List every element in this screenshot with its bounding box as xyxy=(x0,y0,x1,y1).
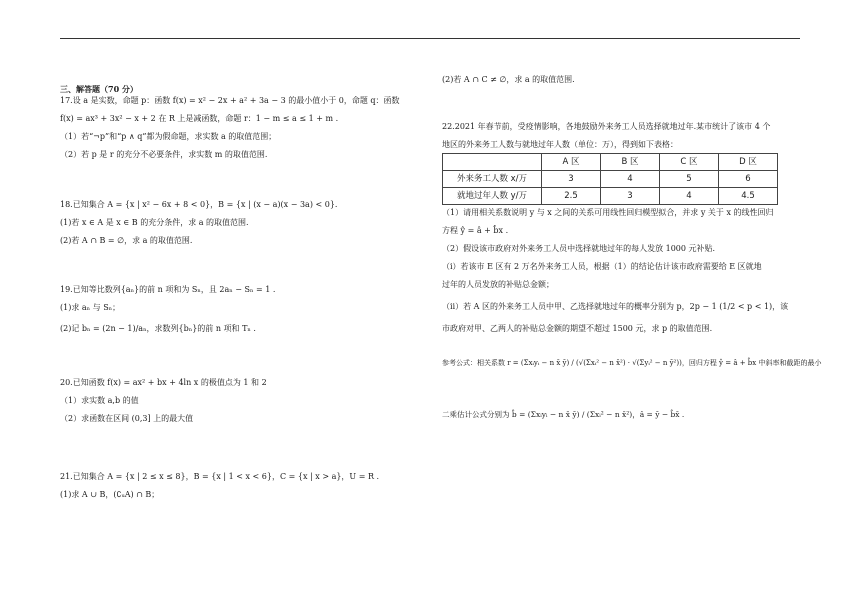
table-cell: 3 xyxy=(601,188,660,205)
q18-part-2: (2)若 A ∩ B = ∅，求 a 的取值范围. xyxy=(60,236,193,245)
reference-formula-2: 二乘估计公式分别为 b̂ = (Σxᵢyᵢ − n x̄ ȳ) / (Σxᵢ² − n x̄²)，â = ȳ − b̂x̄ . xyxy=(442,410,685,419)
q22-part-1-line-1: （1）请用相关系数说明 y 与 x 之间的关系可用线性回归模型拟合，并求 y 关于 x 的线性回归 xyxy=(442,208,774,217)
right-column xyxy=(442,74,822,420)
reference-formula-1: 参考公式：相关系数 r = (Σxᵢyᵢ − n x̄ ȳ) / (√(Σxᵢ² − n x̄²) · √(Σyᵢ² − n ȳ²))，回归方程 ŷ = â + b̂x 中斜率和截距的最小 xyxy=(442,359,822,367)
q20-part-1: （1）求实数 a,b 的值 xyxy=(60,396,139,405)
table-cell: 3 xyxy=(542,171,601,188)
table-row-label: 外来务工人数 x/万 xyxy=(443,171,542,188)
table-header-cell xyxy=(443,154,542,171)
q17-part-2: （2）若 p 是 r 的充分不必要条件，求实数 m 的取值范围. xyxy=(60,150,268,159)
table-header-row xyxy=(443,154,778,171)
q17-part-1: （1）若“¬p”和“p ∧ q”都为假命题，求实数 a 的取值范围； xyxy=(60,132,277,141)
q22-part-1-line-2: 方程 ŷ = â + b̂x . xyxy=(442,226,509,235)
table-header-cell: B 区 xyxy=(601,154,660,171)
table-header-cell: A 区 xyxy=(542,154,601,171)
q20-part-2: （2）求函数在区间 (0,3] 上的最大值 xyxy=(60,414,194,423)
header-rule xyxy=(60,38,800,39)
q22-part-2-ii-line-1: （ⅱ）若 A 区的外来务工人员中甲、乙选择就地过年的概率分别为 p，2p − 1 (1/2 < p < 1)，该 xyxy=(442,302,789,311)
q17-line-1: 17.设 a 是实数，命题 p：函数 f(x) = x² − 2x + a² + 3a − 3 的最小值小于 0，命题 q：函数 xyxy=(60,96,400,105)
q19-part-1: (1)求 aₙ 与 Sₙ； xyxy=(60,303,121,312)
q18-stem: 18.已知集合 A = {x | x² − 6x + 8 < 0}，B = {x | (x − a)(x − 3a) < 0}. xyxy=(60,200,338,209)
q21-part-1: (1)求 A ∪ B，(∁ᵤA) ∩ B； xyxy=(60,490,160,499)
left-column xyxy=(60,84,410,500)
q22-part-2-i-line-1: （ⅰ）若该市 E 区有 2 万名外来务工人员，根据（1）的结论估计该市政府需要给 E 区就地 xyxy=(442,262,762,271)
q21-part-2: (2)若 A ∩ C ≠ ∅，求 a 的取值范围. xyxy=(442,75,575,84)
table-row xyxy=(443,171,778,188)
q18-part-1: (1)若 x ∈ A 是 x ∈ B 的充分条件，求 a 的取值范围. xyxy=(60,218,249,227)
table-cell: 2.5 xyxy=(542,188,601,205)
table-header-cell: C 区 xyxy=(660,154,719,171)
table-cell: 4 xyxy=(601,171,660,188)
q22-intro-1: 22.2021 年春节前，受疫情影响，各地鼓励外来务工人员选择就地过年.某市统计了该市 4 个 xyxy=(442,122,771,131)
q20-stem: 20.已知函数 f(x) = ax² + bx + 4ln x 的极值点为 1 和 2 xyxy=(60,378,267,387)
q22-part-2-i-line-2: 过年的人员发放的补贴总金额； xyxy=(442,280,554,289)
table-row-label: 就地过年人数 y/万 xyxy=(443,188,542,205)
table-header-cell: D 区 xyxy=(719,154,778,171)
q22-intro-2: 地区的外来务工人数与就地过年人数（单位：万），得到如下表格： xyxy=(442,140,678,149)
q17-line-2: f(x) = ax³ + 3x² − x + 2 在 R 上是减函数，命题 r：1 − m ≤ a ≤ 1 + m . xyxy=(60,114,339,123)
table-cell: 5 xyxy=(660,171,719,188)
q19-stem: 19.已知等比数列{aₙ}的前 n 项和为 Sₙ，且 2aₙ − Sₙ = 1 . xyxy=(60,285,276,294)
table-cell: 6 xyxy=(719,171,778,188)
q19-part-2: (2)记 bₙ = (2n − 1)/aₙ，求数列{bₙ}的前 n 项和 Tₙ . xyxy=(60,324,256,333)
q21-stem: 21.已知集合 A = {x | 2 ≤ x ≤ 8}，B = {x | 1 < x < 6}，C = {x | x > a}，U = R . xyxy=(60,472,380,481)
data-table xyxy=(442,153,778,205)
q22-part-2-ii-line-2: 市政府对甲、乙两人的补贴总金额的期望不超过 1500 元，求 p 的取值范围. xyxy=(442,324,713,333)
q22-part-2: （2）假设该市政府对外来务工人员中选择就地过年的每人发放 1000 元补贴. xyxy=(442,244,716,253)
table-cell: 4.5 xyxy=(719,188,778,205)
table-row xyxy=(443,188,778,205)
table-cell: 4 xyxy=(660,188,719,205)
section-heading: 三、解答题（70 分） xyxy=(60,84,138,94)
